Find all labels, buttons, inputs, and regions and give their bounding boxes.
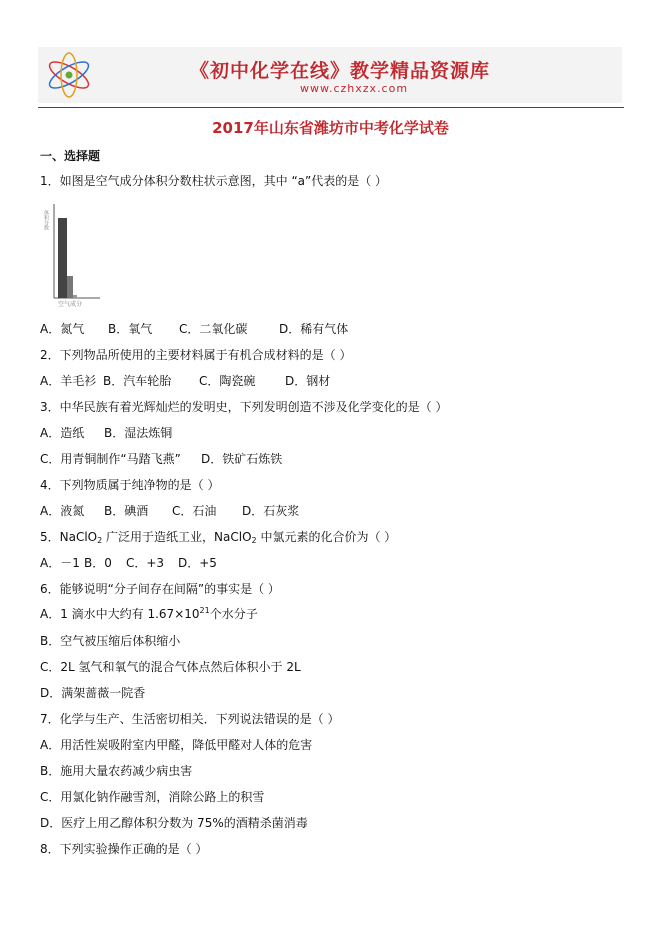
option-a[interactable]: A．－1 [40,556,80,570]
option-b[interactable]: B．碘酒 [104,504,149,518]
option-c[interactable]: C．石油 [172,504,217,518]
option-b[interactable]: B．0 [84,556,112,570]
q5-stem-part-2: 广泛用于造纸工业，NaClO [102,530,252,544]
banner-title: 《初中化学在线》教学精品资源库 [190,60,491,82]
question-4-options [40,503,299,519]
option-c[interactable]: C．用氯化钠作融雪剂，消除公路上的积雪 [40,790,265,804]
chart-ylabel: 体积分数 [43,210,49,230]
question-6-stem: 6．能够说明“分子间存在间隔”的事实是（ ） [40,582,280,596]
air-composition-chart [40,200,102,310]
question-8-stem: 8．下列实验操作正确的是（ ） [40,842,208,856]
option-b[interactable]: B．氧气 [108,322,153,336]
option-a[interactable]: A．羊毛衫 [40,374,97,388]
question-2-options [40,373,330,389]
option-d[interactable]: D．医疗上用乙醇体积分数为 75%的酒精杀菌消毒 [40,816,308,830]
q5-stem-part-1: 5．NaClO [40,530,98,544]
option-d[interactable]: D．铁矿石炼铁 [201,452,283,466]
option-a[interactable]: A．液氮 [40,504,85,518]
option-c[interactable]: C．用青铜制作“马踏飞燕” [40,452,181,466]
chart-bar-b [67,276,73,298]
option-c[interactable]: C．二氧化碳 [179,322,248,336]
option-d[interactable]: D．+5 [178,556,217,570]
question-3-options-cd [40,451,282,467]
option-b[interactable]: B．施用大量农药减少病虫害 [40,764,193,778]
section-heading: 一、选择题 [40,149,101,163]
option-a[interactable]: A．氮气 [40,322,85,336]
option-d[interactable]: D．钢材 [285,374,331,388]
question-3-options-ab [40,425,172,441]
option-c[interactable]: C．2L 氢气和氧气的混合气体点然后体积小于 2L [40,660,301,674]
q5-subscript-1: 2 [97,536,103,545]
option-c[interactable]: C．陶瓷碗 [199,374,256,388]
question-7-stem: 7．化学与生产、生活密切相关．下列说法错误的是（ ） [40,712,340,726]
header-divider [38,107,624,108]
question-5-options [40,555,217,571]
option-c[interactable]: C．+3 [126,556,165,570]
question-5-stem [40,529,396,545]
question-1-stem: 1．如图是空气成分体积分数柱状示意图，其中 “a”代表的是（ ） [40,174,388,188]
chart-bar-a [58,218,67,298]
q6-superscript: 21 [199,606,210,615]
banner-url[interactable]: www.czhxzx.com [300,82,409,95]
atom-logo-icon [42,51,96,99]
q5-stem-part-3: 中氯元素的化合价为（ ） [256,530,397,544]
q6-option-a-part-1: A．1 滴水中大约有 1.67×10 [40,607,200,621]
option-a[interactable]: A．用活性炭吸附室内甲醛，降低甲醛对人体的危害 [40,738,313,752]
option-a[interactable] [40,606,258,622]
option-d[interactable]: D．石灰浆 [242,504,300,518]
page-title: 2017年山东省潍坊市中考化学试卷 [212,119,449,137]
question-2-stem: 2．下列物品所使用的主要材料属于有机合成材料的是（ ） [40,348,352,362]
option-b[interactable]: B．湿法炼铜 [104,426,173,440]
option-b[interactable]: B．汽车轮胎 [103,374,172,388]
question-3-stem: 3．中华民族有着光辉灿烂的发明史，下列发明创造不涉及化学变化的是（ ） [40,400,448,414]
option-d[interactable]: D．稀有气体 [279,322,349,336]
q6-option-a-part-2: 个水分子 [209,607,258,621]
chart-bar-c [73,295,77,298]
question-4-stem: 4．下列物质属于纯净物的是（ ） [40,478,220,492]
question-1-options [40,321,348,337]
option-a[interactable]: A．造纸 [40,426,85,440]
q5-subscript-2: 2 [251,536,257,545]
chart-xlabel: 空气成分 [58,301,83,308]
option-d[interactable]: D．满架蔷薇一院香 [40,686,146,700]
option-b[interactable]: B．空气被压缩后体积缩小 [40,634,181,648]
